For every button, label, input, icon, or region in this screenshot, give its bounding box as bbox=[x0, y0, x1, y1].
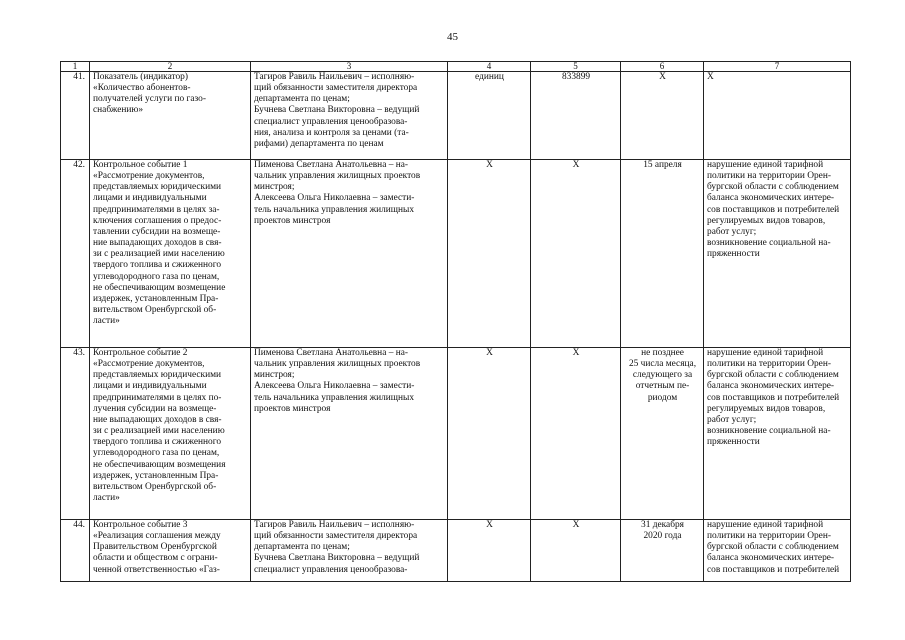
cell-line: ния, анализа и контроля за ценами (та- bbox=[254, 127, 409, 138]
risks-cell bbox=[704, 348, 851, 520]
cell-line: нарушение единой тарифной bbox=[707, 160, 824, 170]
value-cell: 833899 bbox=[531, 72, 621, 160]
cell-line: зи с реализацией ими населению bbox=[93, 426, 225, 437]
deadline-cell bbox=[621, 520, 704, 582]
cell-line: тавлении субсидии на возмеще- bbox=[93, 226, 221, 237]
cell-line: Контрольное событие 3 bbox=[93, 520, 188, 530]
cell-line: ключения соглашения о предос- bbox=[93, 215, 222, 226]
cell-line: минстроя; bbox=[254, 370, 295, 381]
cell-line: лучения субсидии на возмеще- bbox=[93, 403, 217, 414]
cell-line: проектов минстроя bbox=[254, 403, 331, 414]
value-cell: Х bbox=[531, 348, 621, 520]
cell-line: углеводородного газа по ценам, bbox=[93, 448, 220, 459]
cell-line: зи с реализацией ими населению bbox=[93, 249, 225, 260]
unit-cell: Х bbox=[448, 160, 531, 348]
cell-line: чальник управления жилищных проектов bbox=[254, 359, 421, 370]
cell-line: сов поставщиков и потребителей bbox=[707, 564, 840, 575]
cell-line: представляемых юридическими bbox=[93, 182, 222, 193]
cell-line: снабжению» bbox=[93, 105, 144, 116]
indicator-cell bbox=[90, 72, 251, 160]
cell-line: 31 декабря bbox=[641, 520, 684, 530]
risks-cell bbox=[704, 520, 851, 582]
cell-line: нарушение единой тарифной bbox=[707, 348, 824, 358]
indicator-cell bbox=[90, 348, 251, 520]
cell-line: бургской области с соблюдением bbox=[707, 370, 839, 381]
responsible-cell bbox=[251, 520, 448, 582]
column-number-4: 4 bbox=[448, 62, 531, 72]
cell-line: не обеспечивающим возмещения bbox=[93, 459, 226, 470]
cell-line: Бучнева Светлана Викторовна – ведущий bbox=[254, 105, 420, 116]
risks-cell bbox=[704, 72, 851, 160]
row-number: 41. bbox=[61, 72, 90, 160]
cell-line: работ услуг; bbox=[707, 226, 757, 237]
cell-line: вительством Оренбургской об- bbox=[93, 305, 217, 316]
cell-line: не обеспечивающим возмещение bbox=[93, 282, 226, 293]
cell-line: издержек, установленным Пра- bbox=[93, 293, 219, 304]
cell-line: предпринимателями в целях по- bbox=[93, 392, 222, 403]
indicator-cell bbox=[90, 520, 251, 582]
cell-line: бургской области с соблюдением bbox=[707, 542, 839, 553]
cell-line: Тагиров Равиль Наильевич – исполняю- bbox=[254, 520, 415, 530]
cell-line: рифами) департамента по ценам bbox=[254, 138, 384, 149]
cell-line: Правительством Оренбургской bbox=[93, 542, 217, 553]
column-number-7: 7 bbox=[704, 62, 851, 72]
cell-line: ние выпадающих доходов в свя- bbox=[93, 414, 222, 425]
cell-line: тель начальника управления жилищных bbox=[254, 204, 415, 215]
row-number: 44. bbox=[61, 520, 90, 582]
value-cell: Х bbox=[531, 520, 621, 582]
cell-line: предпринимателями в целях за- bbox=[93, 204, 220, 215]
cell-line: регулируемых видов товаров, bbox=[707, 403, 826, 414]
cell-line: щий обязанности заместителя директора bbox=[254, 83, 418, 94]
table-row bbox=[61, 348, 851, 520]
cell-line: издержек, установленным Пра- bbox=[93, 470, 219, 481]
cell-line: минстроя; bbox=[254, 182, 295, 193]
cell-line: возникновение социальной на- bbox=[707, 238, 831, 249]
cell-line: политики на территории Орен- bbox=[707, 359, 831, 370]
cell-line: следующего за bbox=[632, 370, 693, 381]
cell-line: баланса экономических интере- bbox=[707, 553, 835, 564]
cell-line: 15 апреля bbox=[643, 160, 682, 170]
cell-line: 25 числа месяца, bbox=[628, 359, 697, 370]
cell-line: пряженности bbox=[707, 437, 760, 448]
cell-line: «Реализация соглашения между bbox=[93, 531, 221, 542]
cell-line: возникновение социальной на- bbox=[707, 426, 831, 437]
cell-line: Показатель (индикатор) bbox=[93, 72, 188, 82]
cell-line: вительством Оренбургской об- bbox=[93, 481, 217, 492]
cell-line: не позднее bbox=[641, 348, 684, 358]
cell-line: представляемых юридическими bbox=[93, 370, 222, 381]
cell-line: «Количество абонентов- bbox=[93, 83, 191, 94]
responsible-cell bbox=[251, 72, 448, 160]
cell-line: нарушение единой тарифной bbox=[707, 520, 824, 530]
cell-line: углеводородного газа по ценам, bbox=[93, 271, 220, 282]
table-row bbox=[61, 160, 851, 348]
cell-line: Алексеева Ольга Николаевна – замести- bbox=[254, 193, 415, 204]
cell-line: баланса экономических интере- bbox=[707, 381, 835, 392]
cell-line: сов поставщиков и потребителей bbox=[707, 392, 840, 403]
row-number: 43. bbox=[61, 348, 90, 520]
cell-line: специалист управления ценообразова- bbox=[254, 564, 408, 575]
deadline-cell bbox=[621, 72, 704, 160]
cell-line: «Рассмотрение документов, bbox=[93, 359, 205, 370]
cell-line: Тагиров Равиль Наильевич – исполняю- bbox=[254, 72, 415, 82]
table-header-row bbox=[61, 62, 851, 72]
cell-line: лицами и индивидуальными bbox=[93, 193, 207, 204]
cell-line: специалист управления ценообразова- bbox=[254, 116, 408, 127]
table-row bbox=[61, 72, 851, 160]
deadline-cell bbox=[621, 160, 704, 348]
cell-line: регулируемых видов товаров, bbox=[707, 215, 826, 226]
responsible-cell bbox=[251, 348, 448, 520]
cell-line: политики на территории Орен- bbox=[707, 171, 831, 182]
cell-line: Пименова Светлана Анатольевна – на- bbox=[254, 348, 409, 358]
row-number: 42. bbox=[61, 160, 90, 348]
cell-line: Контрольное событие 2 bbox=[93, 348, 188, 358]
cell-line: баланса экономических интере- bbox=[707, 193, 835, 204]
column-number-3: 3 bbox=[251, 62, 448, 72]
cell-line: щий обязанности заместителя директора bbox=[254, 531, 418, 542]
column-number-5: 5 bbox=[531, 62, 621, 72]
cell-line: области и обществом с ограни- bbox=[93, 553, 218, 564]
cell-line: риодом bbox=[647, 392, 678, 403]
cell-line: ние выпадающих доходов в свя- bbox=[93, 238, 222, 249]
cell-line: твердого топлива и сжиженного bbox=[93, 437, 222, 448]
page-number: 45 bbox=[447, 31, 458, 43]
cell-line: Пименова Светлана Анатольевна – на- bbox=[254, 160, 409, 170]
unit-cell: Х bbox=[448, 520, 531, 582]
unit-cell: Х bbox=[448, 348, 531, 520]
cell-line: 2020 года bbox=[643, 531, 682, 542]
indicator-cell bbox=[90, 160, 251, 348]
unit-cell: единиц bbox=[448, 72, 531, 160]
value-cell: Х bbox=[531, 160, 621, 348]
cell-line: политики на территории Орен- bbox=[707, 531, 831, 542]
cell-line: ласти» bbox=[93, 493, 120, 504]
cell-line: Контрольное событие 1 bbox=[93, 160, 188, 170]
column-number-6: 6 bbox=[621, 62, 704, 72]
cell-line: лицами и индивидуальными bbox=[93, 381, 207, 392]
cell-line: департамента по ценам; bbox=[254, 94, 350, 105]
table-row bbox=[61, 520, 851, 582]
cell-line: работ услуг; bbox=[707, 414, 757, 425]
cell-line: проектов минстроя bbox=[254, 215, 331, 226]
cell-line: получателей услуги по газо- bbox=[93, 94, 206, 105]
cell-line: Х bbox=[659, 72, 666, 82]
cell-line: твердого топлива и сжиженного bbox=[93, 260, 222, 271]
cell-line: департамента по ценам; bbox=[254, 542, 350, 553]
cell-line: чальник управления жилищных проектов bbox=[254, 171, 421, 182]
cell-line: бургской области с соблюдением bbox=[707, 182, 839, 193]
cell-line: «Рассмотрение документов, bbox=[93, 171, 205, 182]
cell-line: Бучнева Светлана Викторовна – ведущий bbox=[254, 553, 420, 564]
cell-line: ченной ответственностью «Газ- bbox=[93, 564, 220, 575]
deadline-cell bbox=[621, 348, 704, 520]
cell-line: отчетным пе- bbox=[635, 381, 690, 392]
responsible-cell bbox=[251, 160, 448, 348]
risks-cell bbox=[704, 160, 851, 348]
cell-line: тель начальника управления жилищных bbox=[254, 392, 415, 403]
indicators-table bbox=[60, 61, 851, 582]
cell-line: пряженности bbox=[707, 249, 760, 260]
cell-line: Х bbox=[707, 72, 714, 82]
column-number-2: 2 bbox=[90, 62, 251, 72]
cell-line: сов поставщиков и потребителей bbox=[707, 204, 840, 215]
cell-line: Алексеева Ольга Николаевна – замести- bbox=[254, 381, 415, 392]
column-number-1: 1 bbox=[61, 62, 90, 72]
cell-line: ласти» bbox=[93, 316, 120, 327]
